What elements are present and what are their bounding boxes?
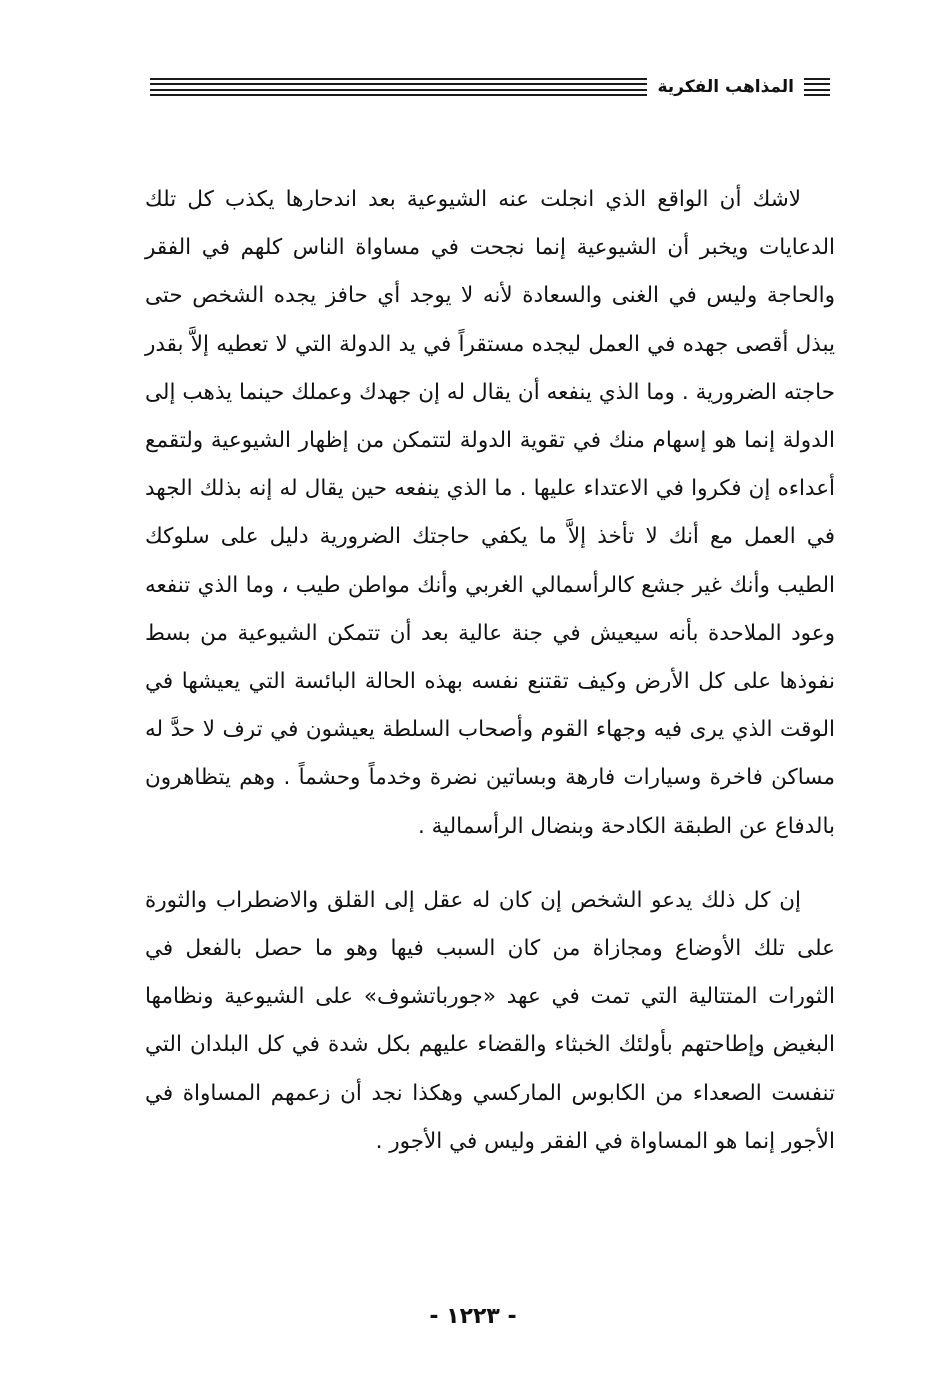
running-header xyxy=(150,72,830,102)
header-rule xyxy=(150,78,647,96)
page-number: - ١٢٢٣ - xyxy=(429,1304,517,1329)
header-title: المذاهب الفكرية xyxy=(657,77,794,97)
header-ornament-right xyxy=(804,78,830,96)
paragraph-1: لاشك أن الواقع الذي انجلت عنه الشيوعية بعد اندحارها يكذب كل تلك الدعايات ويخبر أن الشيوعية إنما نجحت في مساواة الناس كلهم في الفقر والحاجة وليس في الغنى والسعادة لأنه لا يوجد أي حافز يجده الشخص حتى يبذل أقصى جهده في العمل ليجده مستقراً في يد الدولة التي لا تعطيه إلاَّ بقدر حاجته الضرورية . وما الذي ينفعه أن يقال له إن جهدك وعملك حينما يذهب إلى الدولة إنما هو إسهام منك في تقوية الدولة لتتمكن من إظهار الشيوعية ولتقمع أعداءه إن فكروا في الاعتداء عليها . ما الذي ينفعه حين يقال له إنه بذلك الجهد في العمل مع أنك لا تأخذ إلاَّ ما يكفي حاجتك الضرورية دليل على سلوكك الطيب وأنك غير جشع كالرأسمالي الغربي وأنك مواطن طيب ، وما الذي تنفعه وعود الملاحدة بأنه سيعيش في جنة عالية بعد أن تتمكن الشيوعية من بسط نفوذها على كل الأرض وكيف تقتنع نفسه بهذه الحالة البائسة التي يعيشها في الوقت الذي يرى فيه وجهاء القوم وأصحاب السلطة يعيشون في ترف لا حدَّ له مساكن فاخرة وسيارات فارهة وبساتين نضرة وخدماً وحشماً . وهم يتظاهرون بالدفاع عن الطبقة الكادحة وبنضال الرأسمالية . xyxy=(145,187,835,839)
body-text xyxy=(145,176,835,1166)
paragraph-2: إن كل ذلك يدعو الشخص إن كان له عقل إلى القلق والاضطراب والثورة على تلك الأوضاع ومجازاة من كان السبب فيها وهو ما حصل بالفعل في الثورات المتتالية التي تمت في عهد «جورباتشوف» على الشيوعية ونظامها البغيض وإطاحتهم بأولئك الخبثاء والقضاء عليهم بكل شدة في كل البلدان التي تنفست الصعداء من الكابوس الماركسي وهكذا نجد أن زعمهم المساواة في الأجور إنما هو المساواة في الفقر وليس في الأجور . xyxy=(145,887,835,1154)
